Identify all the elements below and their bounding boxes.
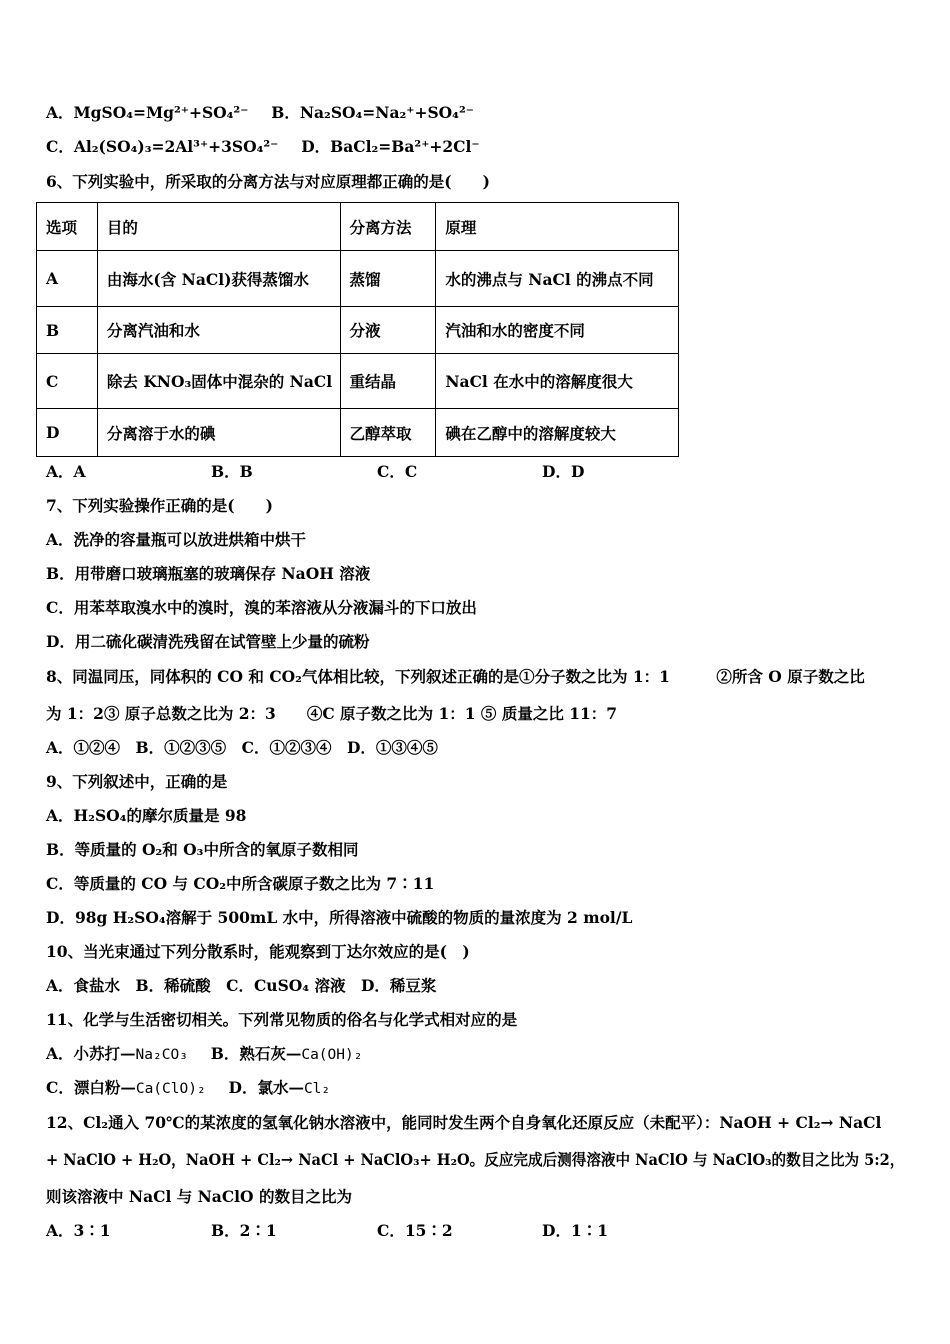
table-header: 分离方法 <box>340 203 436 251</box>
q6-stem: 6、下列实验中，所采取的分离方法与对应原理都正确的是( ) <box>46 172 490 191</box>
q12-option-c[interactable]: C．15∶2 <box>377 1221 453 1240</box>
table-cell: A <box>37 251 98 307</box>
q11-option-b-label: B．熟石灰— <box>210 1044 302 1063</box>
q11-option-c-formula: Ca(ClO)₂ <box>135 1081 206 1097</box>
table-cell: 由海水(含 NaCl)获得蒸馏水 <box>97 251 340 307</box>
q7-option-c[interactable]: C．用苯萃取溴水中的溴时，溴的苯溶液从分液漏斗的下口放出 <box>46 598 477 617</box>
table-row <box>37 409 679 457</box>
q9-option-c[interactable]: C．等质量的 CO 与 CO₂中所含碳原子数之比为 7∶11 <box>46 874 435 893</box>
table-cell: 蒸馏 <box>340 251 436 307</box>
q11-stem: 11、化学与生活密切相关。下列常见物质的俗名与化学式相对应的是 <box>46 1010 518 1029</box>
q9-option-b[interactable]: B．等质量的 O₂和 O₃中所含的氧原子数相同 <box>46 840 359 859</box>
q5-options-row2 <box>46 135 480 157</box>
q11-option-a-label: A．小苏打— <box>46 1044 136 1063</box>
q11-option-b-formula: Ca(OH)₂ <box>301 1047 363 1063</box>
table-cell: 除去 KNO₃固体中混杂的 NaCl <box>97 354 340 409</box>
q5-option-c[interactable]: C．Al₂(SO₄)₃=2Al³⁺+3SO₄²⁻ <box>46 137 279 156</box>
q5-option-b[interactable]: B．Na₂SO₄=Na₂⁺+SO₄²⁻ <box>271 103 474 122</box>
q10-options[interactable]: A．食盐水 B．稀硫酸 C．CuSO₄ 溶液 D．稀豆浆 <box>46 976 437 995</box>
table-cell: 汽油和水的密度不同 <box>436 307 679 354</box>
q6-option-c[interactable]: C．C <box>377 462 418 481</box>
q11-option-b[interactable] <box>211 1044 363 1063</box>
q5-option-a[interactable]: A．MgSO₄=Mg²⁺+SO₄²⁻ <box>46 103 249 122</box>
table-cell: 水的沸点与 NaCl 的沸点不同 <box>436 251 679 307</box>
q12-stem-line3: 则该溶液中 NaCl 与 NaClO 的数目之比为 <box>46 1187 352 1206</box>
table-cell: 碘在乙醇中的溶解度较大 <box>436 409 679 457</box>
q8-stem-line1: 8、同温同压，同体积的 CO 和 CO₂气体相比较，下列叙述正确的是①分子数之比为 1：1 ②所含 O 原子数之比 <box>46 667 865 686</box>
table-cell: C <box>37 354 98 409</box>
q11-option-a-formula: Na₂CO₃ <box>135 1047 188 1063</box>
q8-stem-line2: 为 1：2③ 原子总数之比为 2：3 ④C 原子数之比为 1：1 ⑤ 质量之比 11：7 <box>46 704 618 723</box>
q5-options-row1 <box>46 101 474 123</box>
table-row <box>37 354 679 409</box>
q8-options[interactable]: A．①②④ B．①②③⑤ C．①②③④ D．①③④⑤ <box>46 738 438 757</box>
q9-stem: 9、下列叙述中，正确的是 <box>46 772 228 791</box>
table-cell: 重结晶 <box>340 354 436 409</box>
q11-options-row1 <box>46 1042 362 1064</box>
table-cell: 分液 <box>340 307 436 354</box>
q10-stem: 10、当光束通过下列分散系时，能观察到丁达尔效应的是( ) <box>46 942 470 961</box>
q11-option-c[interactable] <box>46 1078 206 1097</box>
q12-option-d[interactable]: D．1∶1 <box>542 1221 609 1240</box>
q6-table <box>36 202 679 457</box>
table-header-row <box>37 203 679 251</box>
q7-stem: 7、下列实验操作正确的是( ) <box>46 496 273 515</box>
table-header: 原理 <box>436 203 679 251</box>
q12-option-b[interactable]: B．2∶1 <box>211 1221 277 1240</box>
q6-option-a[interactable]: A．A <box>46 462 86 481</box>
q12-option-a[interactable]: A．3∶1 <box>46 1221 111 1240</box>
q6-option-b[interactable]: B．B <box>211 462 253 481</box>
q11-option-c-label: C．漂白粉— <box>46 1078 136 1097</box>
q12-stem-line1: 12、Cl₂通入 70℃的某浓度的氢氧化钠水溶液中，能同时发生两个自身氧化还原反应（未配平）：NaOH + Cl₂→ NaCl <box>46 1113 882 1132</box>
table-row <box>37 307 679 354</box>
table-cell: 分离汽油和水 <box>97 307 340 354</box>
table-cell: B <box>37 307 98 354</box>
q6-option-d[interactable]: D．D <box>542 462 585 481</box>
table-cell: 乙醇萃取 <box>340 409 436 457</box>
q11-option-d[interactable] <box>229 1078 331 1097</box>
table-header: 目的 <box>97 203 340 251</box>
q7-option-b[interactable]: B．用带磨口玻璃瓶塞的玻璃保存 NaOH 溶液 <box>46 564 371 583</box>
table-row <box>37 251 679 307</box>
table-cell: NaCl 在水中的溶解度很大 <box>436 354 679 409</box>
table-cell: 分离溶于水的碘 <box>97 409 340 457</box>
q9-option-d[interactable]: D．98g H₂SO₄溶解于 500mL 水中，所得溶液中硫酸的物质的量浓度为 2 mol/L <box>46 908 633 927</box>
q7-option-d[interactable]: D．用二硫化碳清洗残留在试管壁上少量的硫粉 <box>46 632 370 651</box>
q11-option-a[interactable] <box>46 1044 188 1063</box>
q11-options-row2 <box>46 1076 330 1098</box>
q7-option-a[interactable]: A．洗净的容量瓶可以放进烘箱中烘干 <box>46 530 307 549</box>
q9-option-a[interactable]: A．H₂SO₄的摩尔质量是 98 <box>46 806 247 825</box>
q12-stem-line2: + NaClO + H₂O，NaOH + Cl₂→ NaCl + NaClO₃+ H₂O。反应完成后测得溶液中 NaClO 与 NaClO₃的数目之比为 5:2， <box>46 1150 905 1169</box>
table-header: 选项 <box>37 203 98 251</box>
q5-option-d[interactable]: D．BaCl₂=Ba²⁺+2Cl⁻ <box>301 137 480 156</box>
q11-option-d-label: D．氯水— <box>228 1078 304 1097</box>
q11-option-d-formula: Cl₂ <box>303 1081 331 1097</box>
table-cell: D <box>37 409 98 457</box>
